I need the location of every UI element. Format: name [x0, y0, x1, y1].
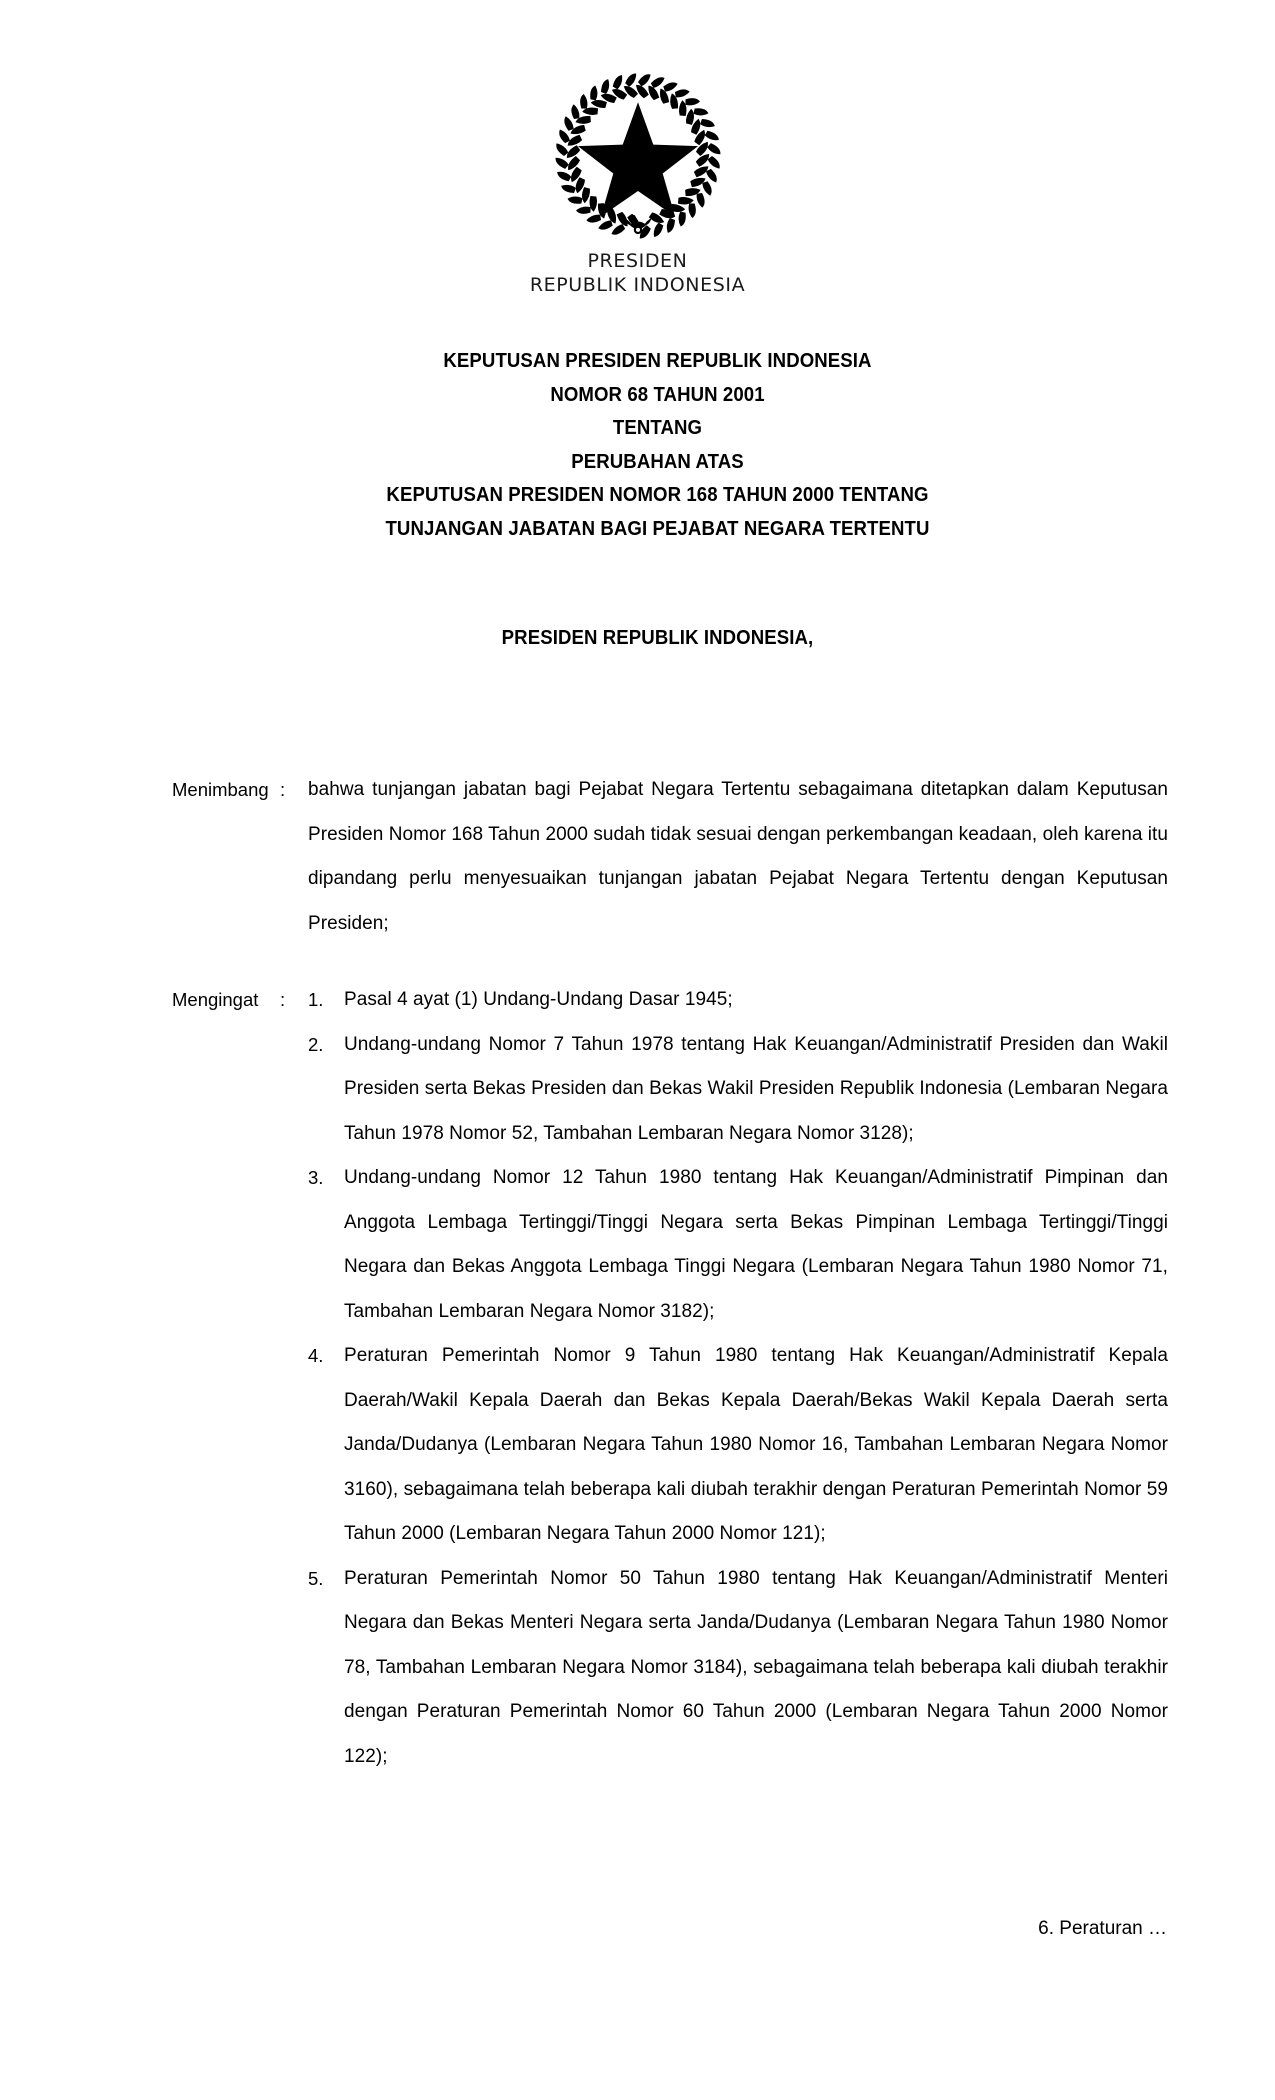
title-line-5: KEPUTUSAN PRESIDEN NOMOR 168 TAHUN 2000 TENTANG	[386, 484, 929, 506]
mengingat-item-5: Peraturan Pemerintah Nomor 50 Tahun 1980 tentang Hak Keuangan/Administratif Menteri Negara dan Bekas Menteri Negara serta Janda/Dudanya (Lembaran Negara Tahun 1980 Nomor 78, Tambahan Lembaran Negara Nomor 3184), sebagaimana telah beberapa kali diubah terakhir dengan Peraturan Pemerintah Nomor 60 Tahun 2000 (Lembaran Negara Tahun 2000 Nomor 122);	[344, 1567, 1168, 1767]
mengingat-item-4: Peraturan Pemerintah Nomor 9 Tahun 1980 tentang Hak Keuangan/Administratif Kepala Daerah/Wakil Kepala Daerah dan Bekas Kepala Daerah/Bekas Wakil Kepala Daerah serta Janda/Dudanya (Lembaran Negara Tahun 1980 Nomor 16, Tambahan Lembaran Negara Nomor 3160), sebagaimana telah beberapa kali diubah terakhir dengan Peraturan Pemerintah Nomor 59 Tahun 2000 (Lembaran Negara Tahun 2000 Nomor 121);	[344, 1345, 1168, 1544]
document-body	[172, 768, 1168, 1779]
emblem-block	[0, 72, 1275, 297]
mengingat-item-2: Undang-undang Nomor 7 Tahun 1978 tentang Hak Keuangan/Administratif Presiden dan Wakil Presiden serta Bekas Presiden dan Bekas Wakil Presiden Republik Indonesia (Lembaran Negara Tahun 1978 Nomor 52, Tambahan Lembaran Negara Nomor 3128);	[344, 1033, 1168, 1144]
list-item	[308, 1023, 1168, 1157]
title-line-1: KEPUTUSAN PRESIDEN REPUBLIK INDONESIA	[443, 350, 872, 372]
clause-body-menimbang	[308, 768, 1168, 946]
title-line-2: NOMOR 68 TAHUN 2001	[550, 383, 765, 406]
list-item	[308, 1156, 1168, 1334]
clause-colon-mengingat: :	[280, 989, 286, 1010]
mengingat-list	[308, 978, 1168, 1779]
list-item	[308, 1557, 1168, 1780]
indonesia-presidential-emblem-star-wreath-icon	[554, 72, 722, 240]
title-line-6: TUNJANGAN JABATAN BAGI PEJABAT NEGARA TERTENTU	[385, 517, 930, 540]
emblem-caption	[0, 249, 1275, 297]
document-title-block	[150, 345, 1165, 546]
clause-body-mengingat	[308, 978, 1168, 1779]
list-item	[308, 978, 1168, 1023]
menimbang-paragraph: bahwa tunjangan jabatan bagi Pejabat Negara Tertentu sebagaimana ditetapkan dalam Keputusan Presiden Nomor 168 Tahun 2000 sudah tidak sesuai dengan perkembangan keadaan, oleh karena itu dipandang perlu menyesuaikan tunjangan jabatan Pejabat Negara Tertentu dengan Keputusan Presiden;	[308, 779, 1168, 934]
clause-menimbang	[172, 768, 1168, 946]
clause-mengingat	[172, 978, 1168, 1779]
clause-label-mengingat: Mengingat	[172, 989, 259, 1010]
mengingat-item-1: Pasal 4 ayat (1) Undang-Undang Dasar 1945;	[344, 989, 733, 1010]
clause-label-menimbang: Menimbang	[172, 779, 269, 800]
title-line-3: TENTANG	[612, 417, 703, 439]
title-line-4: PERUBAHAN ATAS	[571, 450, 744, 473]
mengingat-item-3: Undang-undang Nomor 12 Tahun 1980 tentang Hak Keuangan/Administratif Pimpinan dan Anggota Lembaga Tertinggi/Tinggi Negara serta Bekas Pimpinan Lembaga Tertinggi/Tinggi Negara dan Bekas Anggota Lembaga Tinggi Negara (Lembaran Negara Tahun 1980 Nomor 71, Tambahan Lembaran Negara Nomor 3182);	[344, 1167, 1168, 1322]
emblem-caption-line-1: PRESIDEN	[587, 250, 688, 272]
clause-colon-menimbang: :	[280, 779, 286, 800]
page-catchword: 6. Peraturan …	[1038, 1918, 1167, 1939]
emblem-caption-line-2: REPUBLIK INDONESIA	[529, 274, 746, 296]
list-item	[308, 1334, 1168, 1557]
enacting-authority: PRESIDEN REPUBLIK INDONESIA,	[501, 627, 814, 649]
